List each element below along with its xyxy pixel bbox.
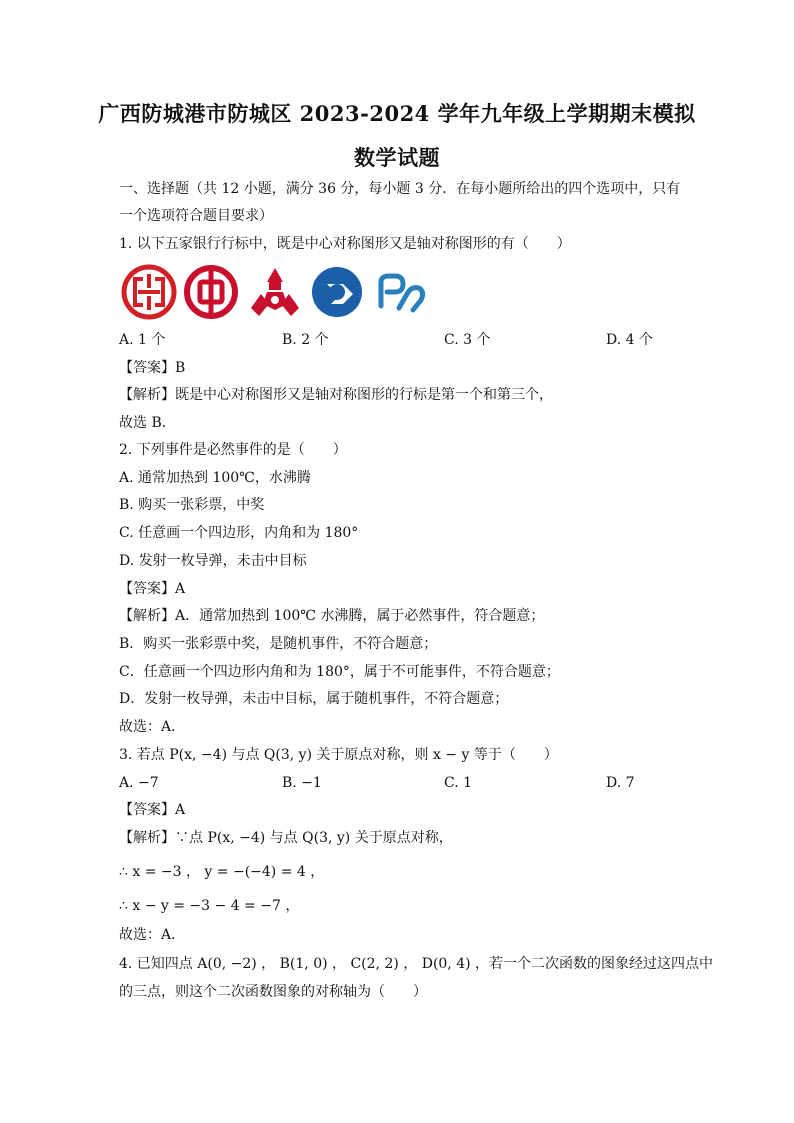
q2-analysis-line: B．购买一张彩票中奖，是随机事件，不符合题意； bbox=[119, 636, 438, 652]
q1-option-b: B. 2 个 bbox=[282, 332, 329, 348]
q3-analysis-line: ∴ x − y = −3 − 4 = −7 ， bbox=[119, 898, 300, 914]
section-header-cont: 一个选项符合题目要求） bbox=[119, 208, 273, 224]
q3-stem: 3. 若点 P(x, −4) 与点 Q(3, y) 关于原点对称，则 x − y 等于（ ） bbox=[119, 747, 558, 763]
icbc-logo-icon bbox=[121, 264, 177, 320]
document-title-line2: 数学试题 bbox=[354, 145, 440, 170]
q3-analysis-line: 【解析】∵点 P(x, −4) 与点 Q(3, y) 关于原点对称， bbox=[119, 830, 453, 846]
q3-option-b: B. −1 bbox=[282, 775, 322, 791]
q2-analysis-line: C．任意画一个四边形内角和为 180°，属于不可能事件，不符合题意； bbox=[119, 664, 560, 680]
document-title-line1: 广西防城港市防城区 2023-2024 学年九年级上学期期末模拟 bbox=[98, 101, 696, 126]
q1-option-d: D. 4 个 bbox=[606, 332, 653, 348]
q3-option-c: C. 1 bbox=[444, 775, 473, 791]
q2-stem: 2. 下列事件是必然事件的是（ ） bbox=[119, 442, 347, 458]
q2-option-d: D. 发射一枚导弹，未击中目标 bbox=[119, 553, 307, 569]
q2-option-a: A. 通常加热到 100℃，水沸腾 bbox=[119, 470, 311, 486]
bank-logos bbox=[121, 264, 431, 320]
q4-stem-line2: 的三点，则这个二次函数图象的对称轴为（ ） bbox=[119, 984, 427, 1000]
q2-option-c: C. 任意画一个四边形，内角和为 180° bbox=[119, 525, 359, 541]
section-header: 一、选择题（共 12 小题，满分 36 分，每小题 3 分．在每小题所给出的四个选项中，只有 bbox=[119, 181, 681, 197]
q1-option-c: C. 3 个 bbox=[444, 332, 491, 348]
q3-analysis-line: ∴ x = −3 ， y = −(−4) = 4 ， bbox=[119, 864, 325, 880]
q1-option-a: A. 1 个 bbox=[119, 332, 166, 348]
q2-option-b: B. 购买一张彩票，中奖 bbox=[119, 497, 265, 513]
spd-logo-icon bbox=[373, 264, 429, 320]
q2-conclusion: 故选：A． bbox=[119, 719, 186, 735]
q2-analysis-line: D．发射一枚导弹，未击中目标，属于随机事件，不符合题意； bbox=[119, 691, 509, 707]
q1-answer: 【答案】B bbox=[119, 360, 186, 376]
q2-analysis-line: 【解析】A．通常加热到 100℃ 水沸腾，属于必然事件，符合题意； bbox=[119, 608, 545, 624]
tri-bank-logo-icon bbox=[247, 264, 303, 320]
q3-option-d: D. 7 bbox=[606, 775, 635, 791]
q1-analysis: 【解析】既是中心对称图形又是轴对称图形的行标是第一个和第三个， bbox=[119, 387, 553, 403]
q3-answer: 【答案】A bbox=[119, 802, 186, 818]
q2-answer: 【答案】A bbox=[119, 581, 186, 597]
boc-logo-icon bbox=[183, 264, 239, 320]
q4-stem-line1: 4. 已知四点 A(0, −2) ， B(1, 0) ， C(2, 2) ， D(0, 4) ，若一个二次函数的图象经过这四点中 bbox=[119, 956, 714, 972]
ccb-logo-icon bbox=[309, 264, 365, 320]
q3-option-a: A. −7 bbox=[119, 775, 159, 791]
q3-conclusion: 故选：A． bbox=[119, 927, 186, 943]
q1-conclusion: 故选 B． bbox=[119, 415, 176, 431]
q1-stem: 1. 以下五家银行行标中，既是中心对称图形又是轴对称图形的有（ ） bbox=[119, 236, 571, 252]
